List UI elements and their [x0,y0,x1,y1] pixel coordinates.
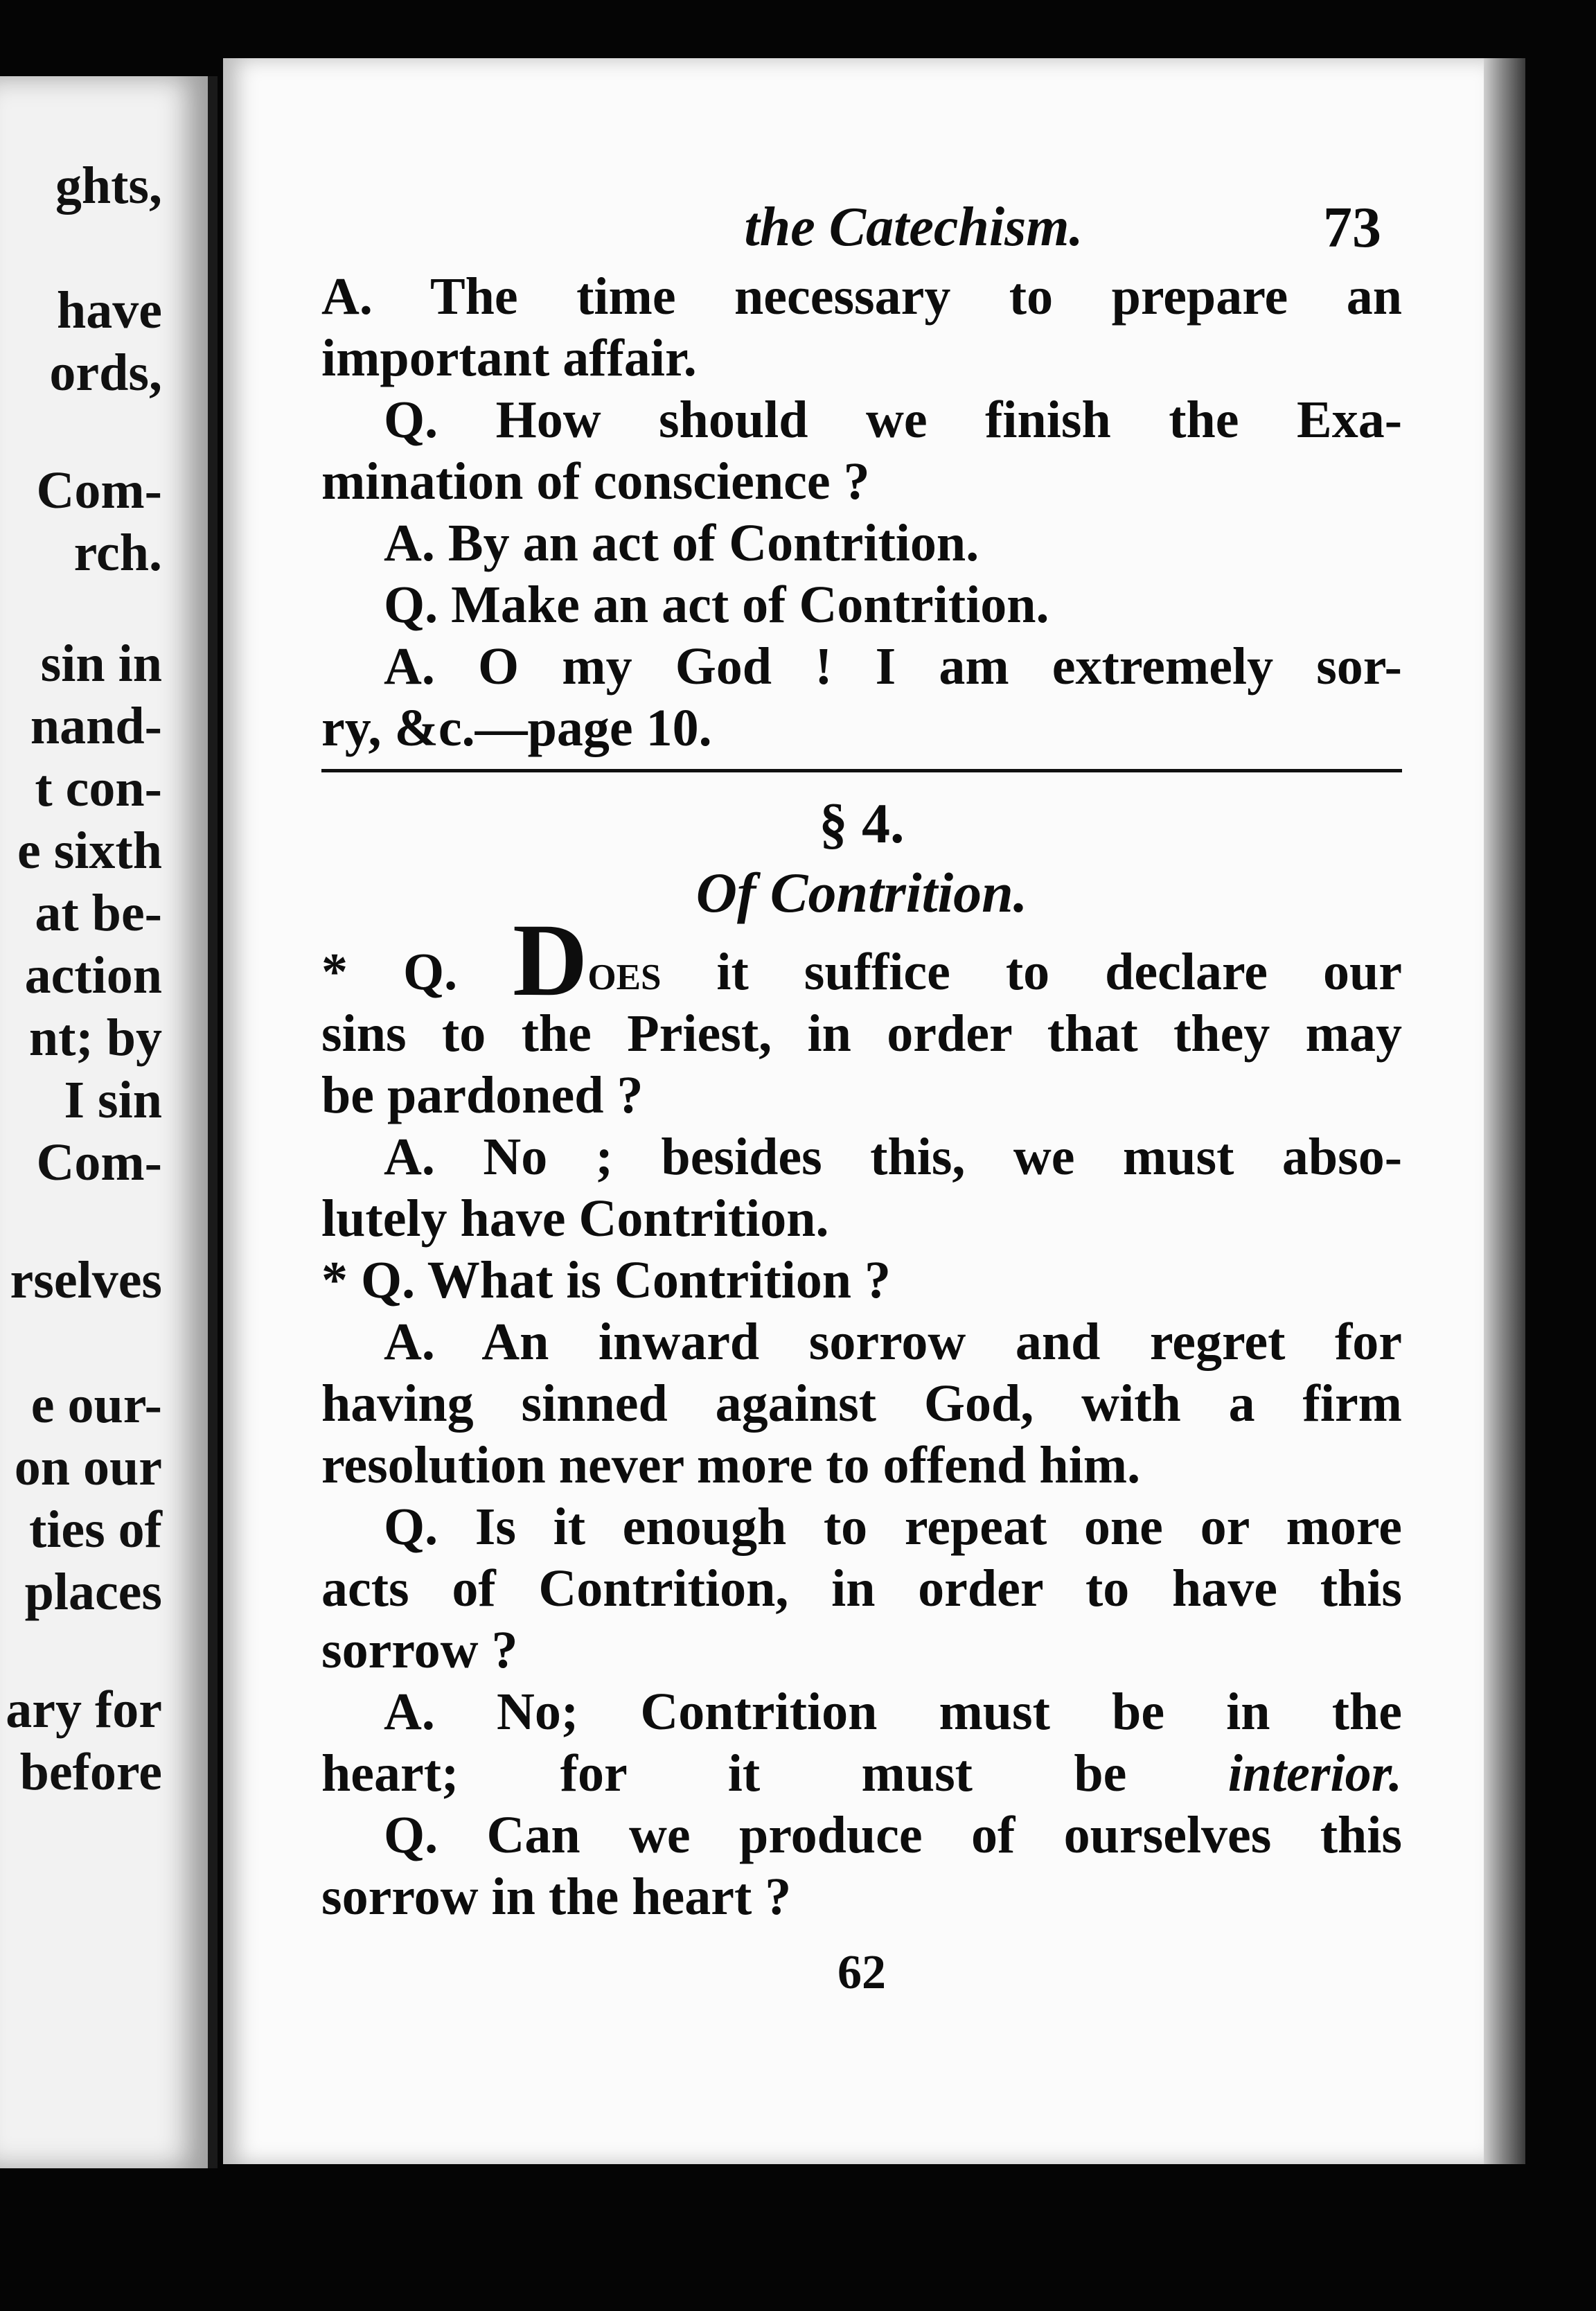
text-line: A. No ; besides this, we must abso- [384,1128,1402,1186]
left-page-fragment: rselves [10,1251,162,1309]
section-number: § 4. [819,792,905,855]
text-line: ry, &c.—page 10. [321,699,712,757]
question-prefix: * Q. [321,943,458,1001]
section-title: Of Contrition. [695,861,1028,924]
left-page [0,76,218,2168]
page-header [321,197,1402,266]
line-text: heart; for it must be [321,1744,1127,1803]
running-title: the Catechism. [744,197,1083,258]
text-line: Q. Make an act of Contrition. [384,576,1049,634]
drop-cap: D [513,903,588,1018]
left-page-fragment: ties of [28,1500,162,1559]
left-page-fragment: ary for [6,1681,162,1739]
text-line: * Q. What is Contrition ? [321,1251,892,1309]
left-page-fragment: Com- [36,461,162,520]
text-line-with-italic [321,1743,1402,1805]
left-page-fragment: before [19,1743,162,1801]
left-page-fragment: on our [14,1438,162,1496]
text-line: Q. Can we produce of ourselves this [384,1806,1402,1864]
small-caps-word: oes [587,943,662,1001]
text-line: lutely have Contrition. [321,1189,829,1248]
text-line: A. O my God ! I am extremely sor- [384,637,1402,696]
left-page-fragment: Com- [36,1133,162,1192]
text-line: A. The time necessary to prepare an [321,267,1402,326]
left-page-fragment: action [24,946,162,1004]
right-page [223,58,1484,2164]
text-line: Q. How should we finish the Exa- [384,391,1402,449]
text-line: A. An inward sorrow and regret for [384,1313,1402,1371]
text-line: Q. Is it enough to repeat one or more [384,1498,1402,1556]
text-line: important affair. [321,329,697,387]
left-page-fragment: places [24,1563,162,1621]
first-question-line [321,903,1402,1018]
text-line: sorrow ? [321,1621,518,1679]
left-page-fragment: at be- [35,884,162,942]
text-line: sorrow in the heart ? [321,1868,792,1926]
left-page-fragment: nand- [30,697,162,755]
text-line: A. No; Contrition must be in the [384,1683,1402,1741]
left-page-fragment: e our- [30,1376,162,1434]
left-page-fragment: sin in [40,635,162,693]
left-page-fragment: nt; by [28,1009,162,1067]
left-page-fragment: I sin [64,1071,162,1129]
book-edge [1484,58,1525,2164]
text-line: acts of Contrition, in order to have this [321,1559,1402,1618]
left-page-fragment: e sixth [17,822,162,880]
text-line: resolution never more to offend him. [321,1436,1141,1494]
text-line: A. By an act of Contrition. [384,514,979,572]
left-page-fragment: ords, [49,344,162,402]
left-page-fragment: have [57,281,162,339]
text-line: be pardoned ? [321,1066,644,1124]
left-page-fragment: rch. [73,524,162,582]
page-content [321,197,1402,2003]
left-page-fragment: ghts, [55,157,162,215]
text-line: having sinned against God, with a firm [321,1374,1402,1433]
text-line: mination of conscience ? [321,452,870,511]
left-page-fragment: t con- [35,759,162,817]
section-divider [321,769,1402,772]
italic-word: interior. [1227,1744,1402,1803]
question-rest: it suffice to declare our [661,943,1402,1001]
page-number: 73 [1323,195,1381,260]
text-line: sins to the Priest, in order that they may [321,1004,1402,1063]
signature-mark: 62 [837,1946,886,1999]
